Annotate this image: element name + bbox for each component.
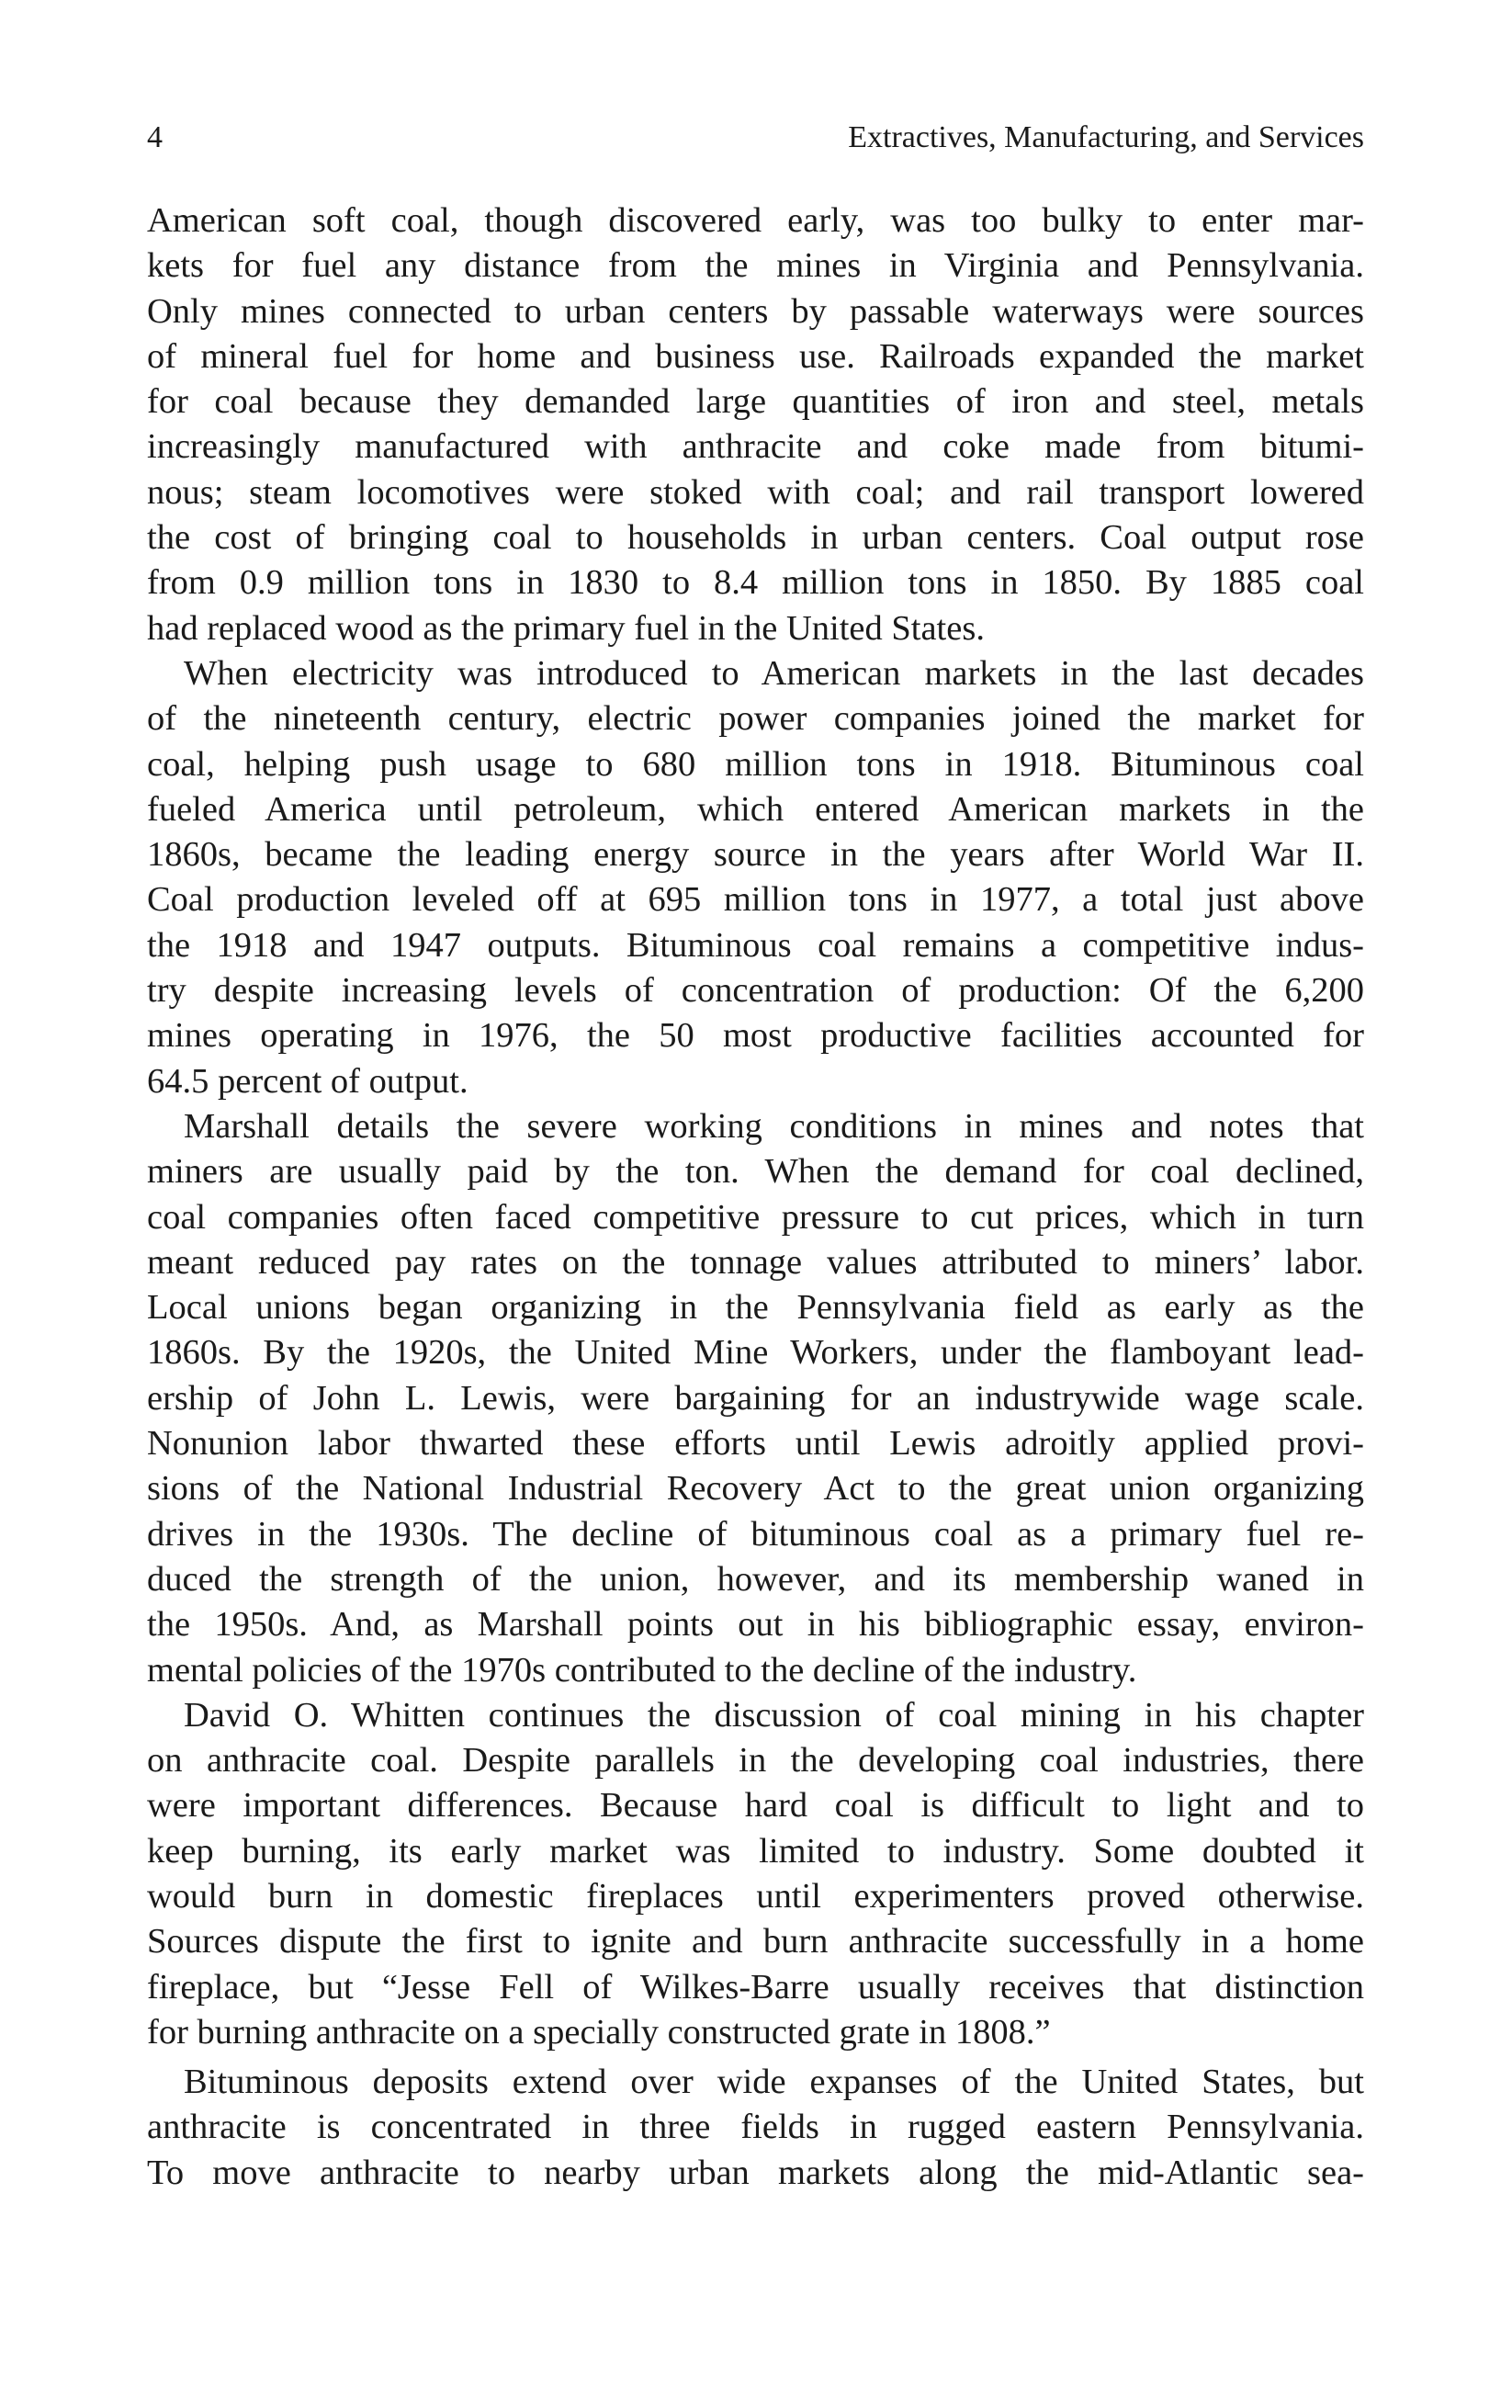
text-line: would burn in domestic fireplaces until experimenters proved otherwise. xyxy=(147,1876,1364,1916)
text-line: David O. Whitten continues the discussion of coal mining in his chapter xyxy=(184,1695,1364,1735)
text-line: Local unions began organizing in the Pennsylvania field as early as the xyxy=(147,1288,1364,1328)
running-header xyxy=(147,118,1364,158)
text-line: 64.5 percent of output. xyxy=(147,1061,468,1101)
text-line: for coal because they demanded large quantities of iron and steel, metals xyxy=(147,382,1364,422)
text-line: meant reduced pay rates on the tonnage values attributed to miners’ labor. xyxy=(147,1242,1364,1282)
text-line: Marshall details the severe working conditions in mines and notes that xyxy=(184,1106,1364,1146)
text-line: coal, helping push usage to 680 million tons in 1918. Bituminous coal xyxy=(147,744,1364,784)
running-title: Extractives, Manufacturing, and Services xyxy=(848,120,1364,154)
text-line: mental policies of the 1970s contributed to the decline of the industry. xyxy=(147,1650,1137,1690)
text-line: sions of the National Industrial Recovery Act to the great union organizing xyxy=(147,1469,1364,1509)
text-line: Sources dispute the first to ignite and burn anthracite successfully in a home xyxy=(147,1922,1364,1961)
text-line: ership of John L. Lewis, were bargaining for an industrywide wage scale. xyxy=(147,1378,1364,1418)
text-line: try despite increasing levels of concentration of production: Of the 6,200 xyxy=(147,971,1364,1011)
text-line: of the nineteenth century, electric power companies joined the market for xyxy=(147,699,1364,739)
text-line: mines operating in 1976, the 50 most productive facilities accounted for xyxy=(147,1016,1364,1056)
text-line: To move anthracite to nearby urban markets along the mid-Atlantic sea- xyxy=(147,2153,1364,2192)
text-line: coal companies often faced competitive pressure to cut prices, which in turn xyxy=(147,1197,1364,1237)
text-line: miners are usually paid by the ton. When the demand for coal declined, xyxy=(147,1152,1364,1192)
text-line: anthracite is concentrated in three fields in rugged eastern Pennsylvania. xyxy=(147,2108,1364,2147)
text-line: were important differences. Because hard coal is difficult to light and to xyxy=(147,1786,1364,1826)
paragraph xyxy=(147,2060,1364,2196)
paragraph xyxy=(147,1104,1364,1693)
text-line: of mineral fuel for home and business use. Railroads expanded the market xyxy=(147,336,1364,376)
text-line: the 1950s. And, as Marshall points out in his bibliographic essay, environ- xyxy=(147,1605,1364,1645)
text-line: the cost of bringing coal to households in urban centers. Coal output rose xyxy=(147,518,1364,558)
text-line: When electricity was introduced to American markets in the last decades xyxy=(184,653,1364,693)
text-line: had replaced wood as the primary fuel in the United States. xyxy=(147,608,985,648)
text-line: drives in the 1930s. The decline of bituminous coal as a primary fuel re- xyxy=(147,1514,1364,1554)
text-line: the 1918 and 1947 outputs. Bituminous coal remains a competitive indus- xyxy=(147,925,1364,965)
text-line: for burning anthracite on a specially constructed grate in 1808.” xyxy=(147,2012,1051,2052)
text-line: Only mines connected to urban centers by passable waterways were sources xyxy=(147,291,1364,331)
paragraph xyxy=(147,198,1364,651)
page-number: 4 xyxy=(147,120,163,154)
text-line: 1860s. By the 1920s, the United Mine Workers, under the flamboyant lead- xyxy=(147,1333,1364,1373)
text-line: American soft coal, though discovered early, was too bulky to enter mar- xyxy=(147,201,1364,240)
text-line: on anthracite coal. Despite parallels in the developing coal industries, there xyxy=(147,1741,1364,1781)
text-line: increasingly manufactured with anthracite and coke made from bitumi- xyxy=(147,427,1364,467)
text-line: Nonunion labor thwarted these efforts until Lewis adroitly applied provi- xyxy=(147,1424,1364,1464)
text-line: Coal production leveled off at 695 million tons in 1977, a total just above xyxy=(147,880,1364,920)
body-text xyxy=(147,198,1364,2196)
text-line: fueled America until petroleum, which entered American markets in the xyxy=(147,789,1364,829)
text-line: kets for fuel any distance from the mines in Virginia and Pennsylvania. xyxy=(147,246,1364,286)
paragraph xyxy=(147,651,1364,1104)
text-line: duced the strength of the union, however, and its membership waned in xyxy=(147,1559,1364,1599)
text-line: keep burning, its early market was limited to industry. Some doubted it xyxy=(147,1831,1364,1871)
text-line: from 0.9 million tons in 1830 to 8.4 million tons in 1850. By 1885 coal xyxy=(147,563,1364,603)
text-line: Bituminous deposits extend over wide expanses of the United States, but xyxy=(184,2063,1364,2102)
text-line: 1860s, became the leading energy source in the years after World War II. xyxy=(147,835,1364,875)
text-line: fireplace, but “Jesse Fell of Wilkes-Barre usually receives that distinction xyxy=(147,1967,1364,2007)
paragraph xyxy=(147,1693,1364,2055)
text-line: nous; steam locomotives were stoked with coal; and rail transport lowered xyxy=(147,472,1364,512)
